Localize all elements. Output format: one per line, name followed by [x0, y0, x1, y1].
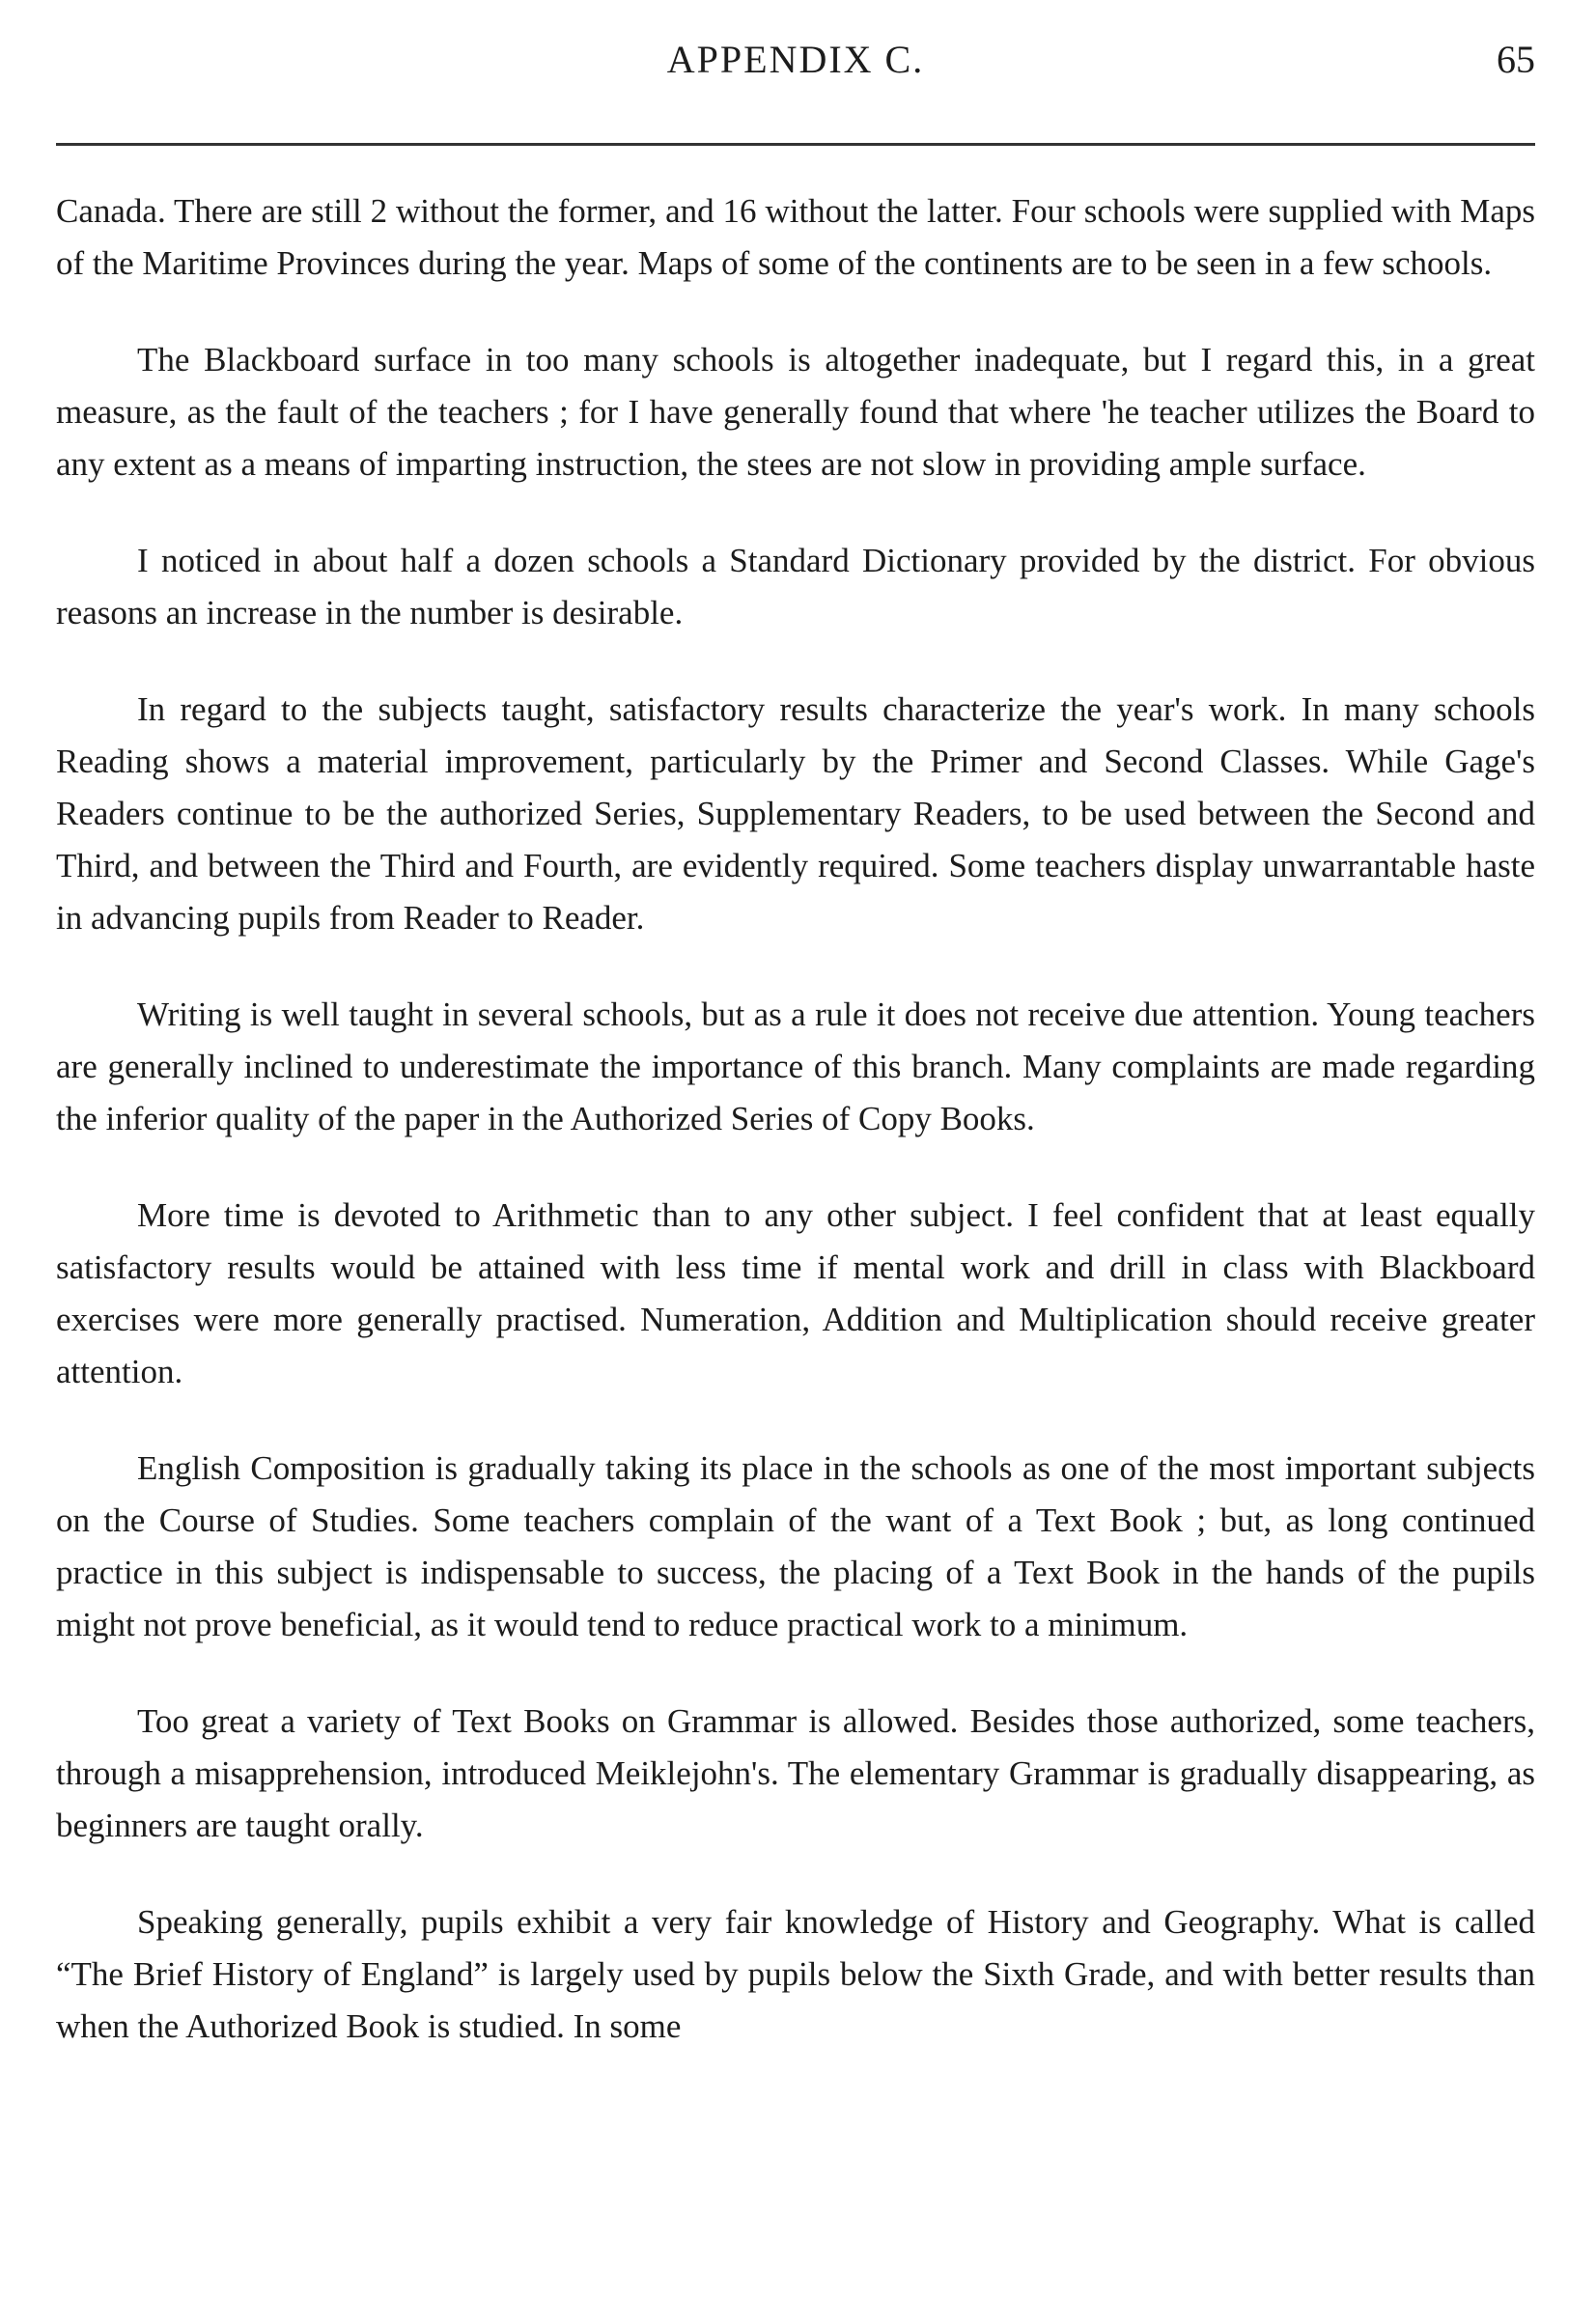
paragraph-writing: Writing is well taught in several schools, but as a rule it does not receive due attention. Young teachers are generally inclined to underestimate the importance of this branch. Many complaints are made regarding the inferior quality of the paper in the Authorized Series of Copy Books.: [56, 995, 1535, 1137]
header-rule: [56, 143, 1535, 146]
paragraph-dictionary: I noticed in about half a dozen schools a Standard Dictionary provided by the district. For obvious reasons an increase in the number is desirable.: [56, 542, 1535, 631]
paragraph-reading: In regard to the subjects taught, satisfactory results characterize the year's work. In many schools Reading shows a material improvement, particularly by the Primer and Second Classes. While Gage's Readers continue to be the authorized Series, Supplementary Readers, to be used between the Second and Third, and between the Third and Fourth, are evidently required. Some teachers display unwarrantable haste in advancing pupils from Reader to Reader.: [56, 690, 1535, 937]
paragraph-maps: Canada. There are still 2 without the former, and 16 without the latter. Four schools were supplied with Maps of the Maritime Provinces during the year. Maps of some of the continents are to be seen in a few schools.: [56, 192, 1535, 282]
body-text: [56, 185, 1535, 2097]
paragraph-composition: English Composition is gradually taking its place in the schools as one of the most important subjects on the Course of Studies. Some teachers complain of the want of a Text Book ; but, as long continued practice in this subject is indispensable to success, the placing of a Text Book in the hands of the pupils might not prove beneficial, as it would tend to reduce practical work to a minimum.: [56, 1449, 1535, 1643]
running-title: APPENDIX C.: [666, 38, 925, 81]
paragraph-blackboard: The Blackboard surface in too many schools is altogether inadequate, but I regard this, in a great measure, as the fault of the teachers ; for I have generally found that where 'he teacher utilizes the Board to any extent as a means of imparting instruction, the stees are not slow in providing ample surface.: [56, 341, 1535, 483]
paragraph-history-geography: Speaking generally, pupils exhibit a very fair knowledge of History and Geography. What is called “The Brief History of England” is largely used by pupils below the Sixth Grade, and with better results than when the Authorized Book is studied. In some: [56, 1903, 1535, 2045]
page-number: 65: [1497, 38, 1535, 81]
page-header: [56, 37, 1535, 95]
paragraph-arithmetic: More time is devoted to Arithmetic than to any other subject. I feel confident that at least equally satisfactory results would be attained with less time if mental work and drill in class with Blackboard exercises were more generally practised. Numeration, Addition and Multiplication should receive greater attention.: [56, 1196, 1535, 1390]
paragraph-grammar: Too great a variety of Text Books on Grammar is allowed. Besides those authorized, some teachers, through a misapprehension, introduced Meiklejohn's. The elementary Grammar is gradually disappearing, as beginners are taught orally.: [56, 1702, 1535, 1844]
